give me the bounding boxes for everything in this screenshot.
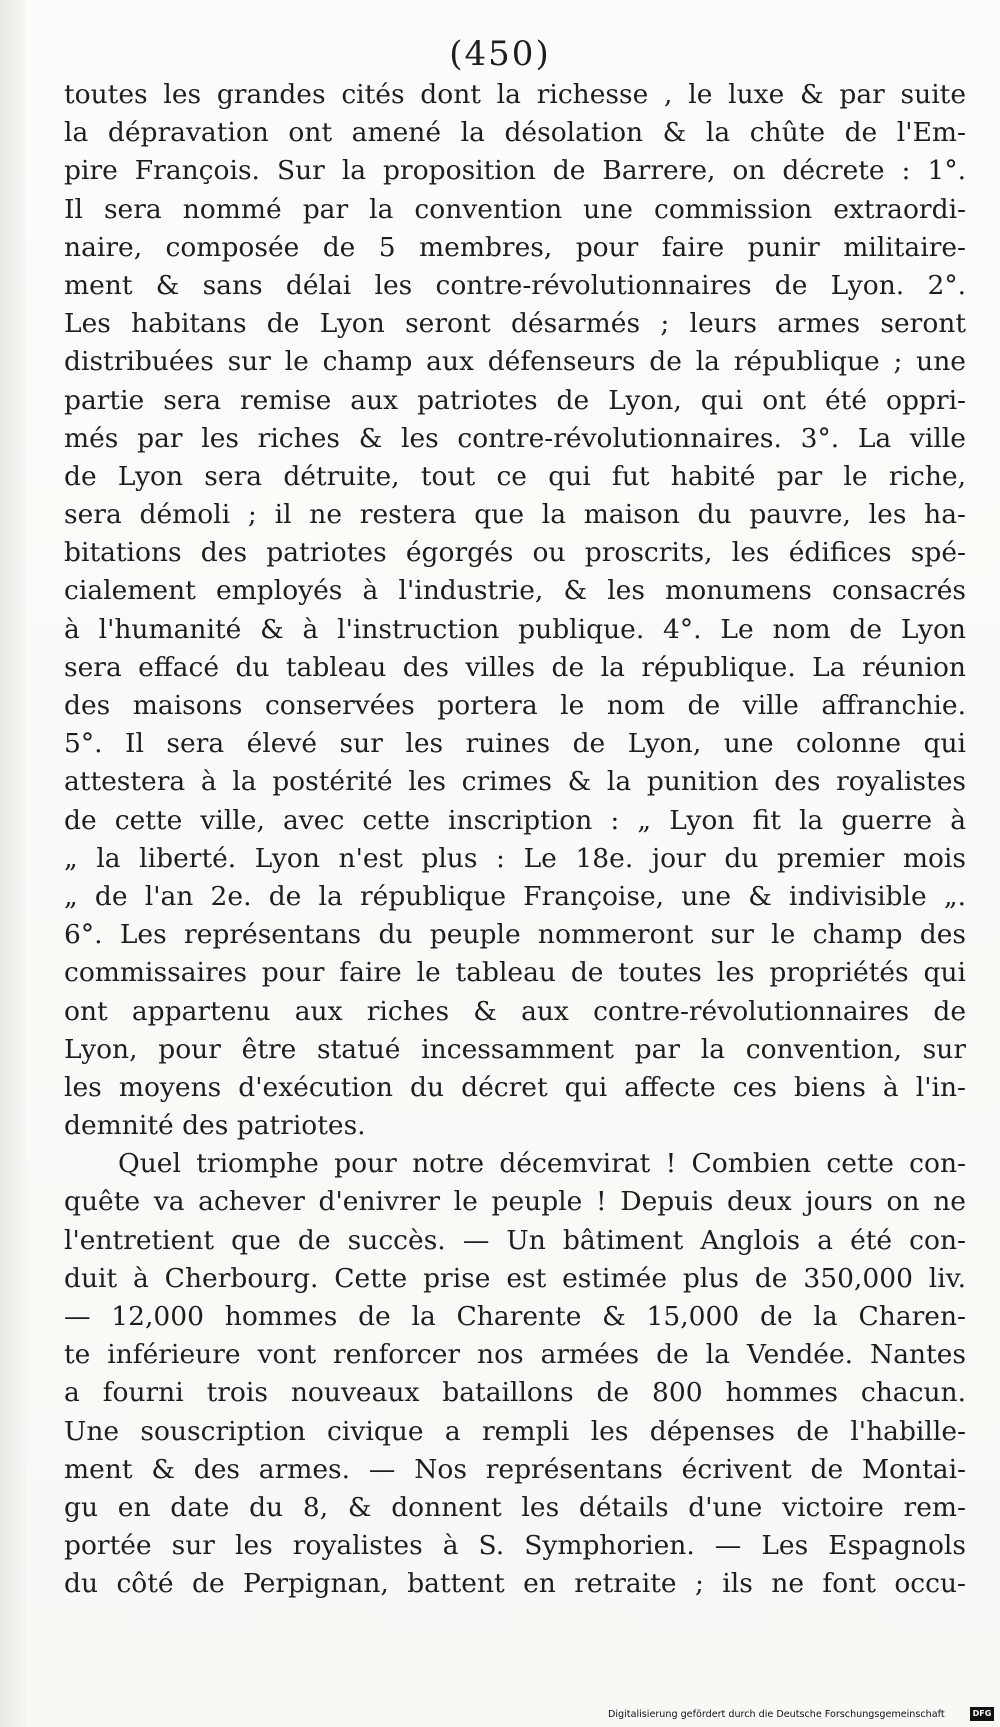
text-line: gu en date du 8, & donnent les détails d'une victoire rem- (64, 1491, 966, 1523)
text-line: partie sera remise aux patriotes de Lyon, qui ont été oppri- (64, 384, 966, 416)
text-line: Une souscription civique a rempli les dépenses de l'habille- (64, 1415, 966, 1447)
dfg-logo: DFG (970, 1707, 994, 1721)
paragraph-start-line: Quel triomphe pour notre décemvirat ! Combien cette con- (118, 1148, 966, 1180)
text-line: sera effacé du tableau des villes de la république. La réunion (64, 651, 966, 683)
paragraph-end-line: demnité des patriotes. (64, 1110, 366, 1142)
text-line: de cette ville, avec cette inscription : „ Lyon fit la guerre à (64, 804, 966, 836)
text-line: naire, composée de 5 membres, pour faire punir militaire- (64, 231, 966, 263)
text-line: distribuées sur le champ aux défenseurs de la république ; une (64, 346, 966, 378)
text-line: portée sur les royalistes à S. Symphorien. — Les Espagnols (64, 1530, 966, 1562)
body-text (64, 76, 966, 1604)
text-line: cialement employés à l'industrie, & les monumens consacrés (64, 575, 966, 607)
text-line: la dépravation ont amené la désolation & la chûte de l'Em- (64, 117, 966, 149)
text-line: sera démoli ; il ne restera que la maison du pauvre, les ha- (64, 499, 966, 531)
text-line: 6°. Les représentans du peuple nommeront sur le champ des (64, 919, 966, 951)
digitization-credit: Digitalisierung gefördert durch die Deutsche Forschungsgemeinschaft (608, 1709, 945, 1720)
text-line: — 12,000 hommes de la Charente & 15,000 de la Charen- (64, 1301, 966, 1332)
text-line: ment & des armes. — Nos représentans écrivent de Montai- (64, 1453, 966, 1485)
text-line: de Lyon sera détruite, tout ce qui fut habité par le riche, (64, 460, 966, 492)
text-line: ont appartenu aux riches & aux contre-révolutionnaires de (64, 995, 966, 1027)
text-line: te inférieure vont renforcer nos armées de la Vendée. Nantes (64, 1339, 966, 1371)
page-number: (450) (449, 34, 551, 74)
text-line: pire François. Sur la proposition de Barrere, on décrete : 1°. (64, 155, 966, 187)
text-line: „ la liberté. Lyon n'est plus : Le 18e. jour du premier mois (64, 842, 966, 874)
text-line: Lyon, pour être statué incessamment par la convention, sur (64, 1033, 966, 1065)
text-line: ment & sans délai les contre-révolutionnaires de Lyon. 2°. (64, 269, 966, 301)
text-line: du côté de Perpignan, battent en retraite ; ils ne font occu- (64, 1568, 966, 1600)
text-line: més par les riches & les contre-révolutionnaires. 3°. La ville (64, 422, 966, 454)
text-line: les moyens d'exécution du décret qui affecte ces biens à l'in- (64, 1071, 966, 1103)
text-line: Il sera nommé par la convention une commission extraordi- (64, 193, 966, 225)
text-line: des maisons conservées portera le nom de ville affranchie. (64, 690, 966, 721)
text-line: à l'humanité & à l'instruction publique. 4°. Le nom de Lyon (64, 613, 966, 645)
page-edge-shadow (0, 0, 26, 1727)
text-line: bitations des patriotes égorgés ou proscrits, les édifices spé- (64, 537, 966, 569)
text-line: commissaires pour faire le tableau de toutes les propriétés qui (64, 957, 966, 989)
text-line: attestera à la postérité les crimes & la punition des royalistes (64, 766, 966, 798)
text-line: toutes les grandes cités dont la richesse , le luxe & par suite (64, 79, 966, 110)
text-line: duit à Cherbourg. Cette prise est estimée plus de 350,000 liv. (64, 1262, 966, 1294)
text-line: Les habitans de Lyon seront désarmés ; leurs armes seront (64, 308, 966, 340)
text-line: l'entretient que de succès. — Un bâtiment Anglois a été con- (64, 1224, 966, 1256)
text-line: 5°. Il sera élevé sur les ruines de Lyon, une colonne qui (64, 728, 966, 760)
text-line: „ de l'an 2e. de la république Françoise, une & indivisible „. (64, 880, 966, 912)
text-line: quête va achever d'enivrer le peuple ! Depuis deux jours on ne (64, 1186, 966, 1218)
text-line: a fourni trois nouveaux bataillons de 800 hommes chacun. (64, 1377, 966, 1409)
